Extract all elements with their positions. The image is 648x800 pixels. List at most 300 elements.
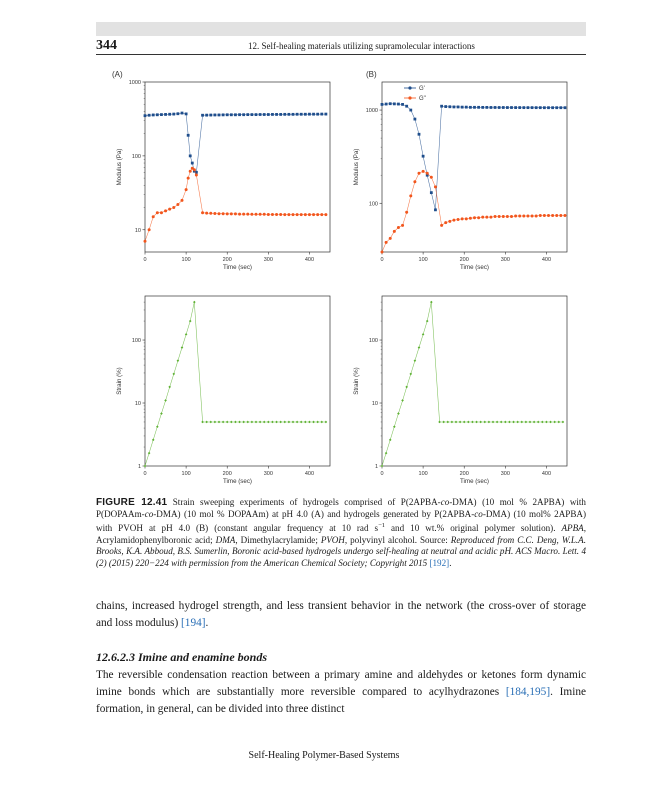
b-modulus-gprime-point [555, 106, 558, 109]
a-modulus-gdoubleprime-point [300, 213, 303, 216]
b-strain-xtick-label: 400 [541, 471, 552, 477]
b-modulus-gdoubleprime-point [405, 211, 408, 214]
b-modulus-gdoubleprime-point [409, 194, 412, 197]
b-modulus-xtick-label: 200 [459, 257, 469, 263]
a-modulus-gprime-point [189, 154, 192, 157]
b-strain-strain-point [525, 421, 528, 424]
paragraph-2-end: . Imine formation, in general, can be divided into three distinct [96, 686, 586, 715]
a-modulus-gprime-point [324, 113, 327, 116]
b-modulus-gprime-point [422, 155, 425, 158]
b-modulus-gdoubleprime-point [522, 215, 525, 218]
b-modulus-xtick-label: 300 [500, 257, 510, 263]
a-modulus-gdoubleprime-point [226, 212, 229, 215]
a-strain-strain-point [214, 421, 217, 424]
b-strain-strain-point [422, 333, 425, 336]
b-modulus-gprime-point [547, 106, 550, 109]
a-modulus-gprime-point [255, 113, 258, 116]
a-modulus-gprime-point [316, 113, 319, 116]
b-modulus-xlabel: Time (sec) [460, 264, 489, 271]
legend [404, 86, 426, 102]
caption-label: FIGURE 12.41 [96, 497, 168, 508]
a-modulus-gdoubleprime-point [148, 228, 151, 231]
b-strain-strain-point [463, 421, 466, 424]
b-modulus-gdoubleprime-point [381, 251, 384, 254]
a-strain-ylabel: Strain (%) [116, 367, 123, 395]
a-modulus-gprime-point [242, 113, 245, 116]
a-modulus-gdoubleprime-point [230, 212, 233, 215]
a-strain-strain-point [304, 421, 307, 424]
b-modulus-gdoubleprime-point [502, 215, 505, 218]
b-modulus-gprime-point [510, 106, 513, 109]
a-modulus-gprime-point [283, 113, 286, 116]
b-modulus-ytick-label: 100 [368, 201, 378, 208]
b-strain-xlabel: Time (sec) [460, 478, 489, 485]
legend-gdoubleprime-marker [408, 96, 411, 99]
b-modulus-gprime-point [539, 106, 542, 109]
a-strain-strain-point [160, 412, 163, 415]
a-strain-strain-point [283, 421, 286, 424]
b-strain-strain-point [459, 421, 462, 424]
a-modulus-gdoubleprime-point [189, 170, 192, 173]
a-modulus-gprime-point [279, 113, 282, 116]
b-modulus-gprime-point [457, 106, 460, 109]
caption-text-5: and 10 wt.% original polymer solution). [385, 523, 562, 534]
a-modulus-gdoubleprime-point [168, 208, 171, 211]
a-modulus-gdoubleprime-point [250, 213, 253, 216]
b-modulus-gdoubleprime-point [555, 214, 558, 217]
b-modulus-gprime-point [498, 106, 501, 109]
caption-text-1: Strain sweeping experiments of hydrogels comprised of P(2APBA- [172, 497, 441, 507]
a-strain-strain-point [222, 421, 225, 424]
b-modulus-gprime-point [473, 106, 476, 109]
b-strain-strain-point [488, 421, 491, 424]
a-modulus-gdoubleprime-point [271, 213, 274, 216]
page-number: 344 [96, 38, 117, 53]
b-strain-strain-point [508, 421, 511, 424]
a-modulus-gdoubleprime-point [213, 212, 216, 215]
b-modulus-gdoubleprime-point [397, 226, 400, 229]
a-modulus-gprime-point [267, 113, 270, 116]
a-modulus-gdoubleprime-point [324, 213, 327, 216]
b-modulus-gprime-point [409, 109, 412, 112]
a-strain-strain-point [325, 421, 328, 424]
a-strain-xtick-label: 400 [304, 471, 315, 477]
a-strain-strain-point [275, 421, 278, 424]
a-strain-xlabel: Time (sec) [223, 478, 252, 485]
a-modulus-gprime-point [187, 134, 190, 137]
b-modulus-gdoubleprime-point [465, 217, 468, 220]
b-modulus-gprime-point [469, 106, 472, 109]
b-strain-strain-point [537, 421, 540, 424]
caption-abbr-apba: APBA [561, 523, 584, 534]
b-modulus-gprime-point [444, 105, 447, 108]
legend-gdoubleprime-label: G" [419, 96, 426, 102]
a-strain-strain-point [263, 421, 266, 424]
b-strain-xtick-label: 100 [418, 471, 428, 477]
a-modulus-xlabel: Time (sec) [223, 264, 252, 271]
b-modulus-gdoubleprime-point [498, 215, 501, 218]
b-strain-strain-point [409, 373, 412, 376]
footer-book-title: Self-Healing Polymer-Based Systems [248, 750, 400, 761]
b-modulus-gdoubleprime-point [559, 214, 562, 217]
b-strain-strain-point [553, 421, 556, 424]
a-modulus-gprime-point [222, 113, 225, 116]
b-strain-xtick-label: 200 [459, 471, 469, 477]
legend-gprime-marker [408, 86, 411, 89]
b-modulus-gdoubleprime-point [413, 180, 416, 183]
a-modulus-gdoubleprime-point [246, 213, 249, 216]
a-strain-strain-point [230, 421, 233, 424]
b-modulus-gprime-point [490, 106, 493, 109]
a-strain-xtick-label: 300 [263, 471, 273, 477]
a-strain-strain-point [189, 320, 192, 323]
a-modulus-gprime-point [148, 114, 151, 117]
b-strain-strain-point [545, 421, 548, 424]
a-strain-strain-point [148, 452, 151, 455]
a-strain-plot-frame [145, 296, 330, 466]
a-modulus-gprime-point [172, 113, 175, 116]
a-modulus-gdoubleprime-point [195, 174, 198, 177]
a-modulus-gprime-line [145, 113, 326, 172]
a-modulus-gdoubleprime-point [308, 213, 311, 216]
b-strain-strain-point [385, 452, 388, 455]
a-modulus-gprime-point [275, 113, 278, 116]
b-strain-strain-point [541, 421, 544, 424]
b-modulus-gprime-point [385, 103, 388, 106]
b-strain-strain-point [471, 421, 474, 424]
a-strain-strain-line [145, 302, 326, 466]
a-modulus-gprime-point [234, 113, 237, 116]
b-strain-strain-point [512, 421, 515, 424]
caption-abbr-pvoh: PVOH [320, 534, 345, 545]
a-modulus-gprime-point [312, 113, 315, 116]
a-strain-strain-point [255, 421, 258, 424]
b-strain-strain-point [557, 421, 560, 424]
a-modulus-gdoubleprime-point [187, 177, 190, 180]
a-modulus-gprime-point [156, 113, 159, 116]
a-strain-strain-point [181, 346, 184, 349]
a-strain-strain-point [267, 421, 270, 424]
a-modulus-ytick-label: 100 [131, 153, 141, 160]
b-modulus-gdoubleprime-point [430, 176, 433, 179]
a-strain-strain-point [234, 421, 237, 424]
b-strain-strain-point [520, 421, 523, 424]
a-strain-strain-point [144, 465, 147, 468]
paragraph-1 [96, 598, 586, 632]
a-modulus-xtick-label: 300 [263, 257, 273, 263]
b-strain-strain-point [418, 346, 421, 349]
b-strain-strain-point [438, 421, 441, 424]
a-strain-xtick-label: 0 [143, 471, 147, 477]
b-modulus-gprime-point [551, 106, 554, 109]
b-modulus-gprime-point [393, 102, 396, 105]
a-modulus-gdoubleprime-line [145, 168, 326, 241]
a-modulus-gdoubleprime-point [255, 213, 258, 216]
caption-text-6: , Acrylamidophenylboronic acid; [96, 523, 587, 545]
b-strain-strain-point [529, 421, 532, 424]
b-modulus-gprime-point [440, 105, 443, 108]
b-modulus-gprime-line [382, 104, 565, 210]
b-modulus-gprime-point [477, 106, 480, 109]
a-strain-ytick-label: 100 [131, 338, 141, 345]
b-modulus-gdoubleprime-point [547, 214, 550, 217]
b-strain-strain-point [500, 421, 503, 424]
a-modulus-gprime-point [300, 113, 303, 116]
b-strain-strain-point [533, 421, 536, 424]
a-modulus-gdoubleprime-point [234, 212, 237, 215]
a-modulus-gprime-point [213, 114, 216, 117]
a-modulus-gprime-point [238, 113, 241, 116]
a-modulus-gdoubleprime-point [316, 213, 319, 216]
a-modulus-gdoubleprime-point [267, 213, 270, 216]
running-title: 12. Self-healing materials utilizing supramolecular interactions [248, 41, 475, 51]
a-modulus-gdoubleprime-point [283, 213, 286, 216]
b-strain-strain-point [405, 386, 408, 389]
caption-text-8: , polyvinyl alcohol. Source: [344, 534, 451, 545]
b-modulus-gdoubleprime-point [426, 172, 429, 175]
a-modulus-gdoubleprime-point [152, 215, 155, 218]
b-strain-strain-point [401, 399, 404, 402]
b-modulus-gdoubleprime-point [477, 216, 480, 219]
b-modulus-gdoubleprime-point [489, 216, 492, 219]
b-strain-strain-point [455, 421, 458, 424]
b-modulus-gdoubleprime-point [481, 216, 484, 219]
b-strain-strain-point [504, 421, 507, 424]
a-strain-strain-point [312, 421, 315, 424]
b-modulus-gprime-point [465, 106, 468, 109]
a-modulus-gprime-point [250, 113, 253, 116]
a-modulus-gprime-point [271, 113, 274, 116]
a-strain-strain-point [193, 301, 196, 304]
b-modulus-gprime-point [405, 105, 408, 108]
a-modulus-gdoubleprime-point [193, 168, 196, 171]
b-strain-strain-point [414, 359, 417, 362]
b-strain-strain-point [516, 421, 519, 424]
b-strain-ytick-label: 10 [371, 401, 378, 408]
a-modulus-gprime-point [218, 114, 221, 117]
a-modulus-gprime-point [144, 114, 147, 117]
b-modulus-gdoubleprime-point [551, 214, 554, 217]
a-strain-strain-point [172, 373, 175, 376]
b-strain-strain-point [426, 320, 429, 323]
b-modulus-gdoubleprime-point [434, 185, 437, 188]
a-modulus-gprime-point [191, 162, 194, 165]
a-modulus-gdoubleprime-point [156, 211, 159, 214]
a-strain-strain-point [242, 421, 245, 424]
b-modulus-gprime-point [397, 103, 400, 106]
a-modulus-gdoubleprime-point [259, 213, 262, 216]
b-strain-strain-point [442, 421, 445, 424]
a-strain-strain-point [259, 421, 262, 424]
a-modulus-gdoubleprime-point [144, 240, 147, 243]
a-strain-strain-point [288, 421, 291, 424]
b-modulus-gdoubleprime-point [469, 217, 472, 220]
b-modulus-gdoubleprime-point [461, 217, 464, 220]
caption-co-3: co [474, 508, 483, 519]
a-strain-strain-point [246, 421, 249, 424]
a-strain-strain-point [316, 421, 319, 424]
a-modulus-gdoubleprime-point [205, 212, 208, 215]
b-modulus-ylabel: Modulus (Pa) [353, 148, 360, 186]
a-modulus-gprime-point [308, 113, 311, 116]
a-strain-strain-point [271, 421, 274, 424]
b-modulus-gprime-point [494, 106, 497, 109]
a-strain-strain-point [292, 421, 295, 424]
b-modulus-gprime-point [381, 103, 384, 106]
caption-text-7: , Dimethylacrylamide; [235, 534, 321, 545]
a-modulus-gdoubleprime-point [320, 213, 323, 216]
b-modulus-gprime-point [418, 133, 421, 136]
caption-text-2: -DMA) (10 mol % 2APBA) with P(DOPAAm- [96, 497, 586, 519]
b-modulus-gprime-point [535, 106, 538, 109]
caption-co-2: co [144, 508, 154, 519]
a-modulus-gprime-point [226, 113, 229, 116]
b-modulus-gdoubleprime-point [526, 215, 529, 218]
a-modulus-gdoubleprime-point [296, 213, 299, 216]
b-modulus-gdoubleprime-point [494, 215, 497, 218]
b-modulus-gdoubleprime-point [514, 215, 517, 218]
a-modulus-gprime-point [185, 113, 188, 116]
caption-text-4: -DMA) (10 mol% 2APBA) with PVOH at pH 4.0 (B) (constant angular frequency at 10 rad s [96, 508, 586, 534]
a-modulus-xtick-label: 100 [181, 257, 191, 263]
b-modulus-gdoubleprime-point [385, 241, 388, 244]
b-strain-strain-point [393, 425, 396, 428]
b-modulus-gprime-point [564, 106, 567, 109]
b-modulus-gprime-point [543, 106, 546, 109]
b-modulus-gdoubleprime-point [535, 215, 538, 218]
b-strain-xtick-label: 300 [500, 471, 510, 477]
paragraph-1-text: chains, increased hydrogel strength, and less transient behavior in the network (the cross-over of storage and loss modulus) [96, 600, 586, 629]
b-modulus-gprime-point [461, 106, 464, 109]
b-modulus-gdoubleprime-point [510, 215, 513, 218]
b-modulus-gprime-point [506, 106, 509, 109]
a-strain-strain-point [209, 421, 212, 424]
b-modulus-gdoubleprime-point [422, 170, 425, 173]
paragraph-1-end: . [205, 617, 209, 629]
a-strain-strain-point [251, 421, 254, 424]
b-modulus-gdoubleprime-point [485, 216, 488, 219]
b-modulus-gdoubleprime-point [473, 216, 476, 219]
b-modulus-gprime-point [413, 118, 416, 121]
a-strain-strain-point [279, 421, 282, 424]
a-modulus-gdoubleprime-point [201, 211, 204, 214]
a-modulus-gprime-point [209, 114, 212, 117]
a-modulus-ytick-label: 1000 [128, 80, 141, 86]
b-modulus-gprime-point [527, 106, 530, 109]
b-modulus-gdoubleprime-point [440, 224, 443, 227]
paragraph-2-text: The reversible condensation reaction between a primary amine and aldehydes or ketones form dynamic imine bonds which are substantially more reversible compared to acylhydrazones [96, 669, 586, 698]
b-strain-strain-point [483, 421, 486, 424]
a-strain-strain-point [156, 425, 159, 428]
a-modulus-gdoubleprime-point [218, 212, 221, 215]
panel-label-b: (B) [366, 70, 377, 79]
a-modulus-gprime-point [304, 113, 307, 116]
b-modulus-xtick-label: 0 [380, 257, 384, 263]
a-modulus-gprime-point [205, 114, 208, 117]
a-strain-strain-point [218, 421, 221, 424]
a-modulus-gdoubleprime-point [292, 213, 295, 216]
b-modulus-gprime-point [514, 106, 517, 109]
a-modulus-gprime-point [263, 113, 266, 116]
b-modulus-gdoubleprime-point [457, 218, 460, 221]
b-strain-strain-point [496, 421, 499, 424]
b-modulus-gprime-point [453, 106, 456, 109]
b-strain-strain-point [397, 412, 400, 415]
a-modulus-gdoubleprime-point [172, 206, 175, 209]
a-modulus-gdoubleprime-point [209, 212, 212, 215]
b-modulus-gdoubleprime-point [444, 221, 447, 224]
a-strain-strain-point [226, 421, 229, 424]
a-modulus-gdoubleprime-point [275, 213, 278, 216]
a-modulus-xtick-label: 200 [222, 257, 232, 263]
a-strain-strain-point [152, 439, 155, 442]
a-strain-strain-point [205, 421, 208, 424]
b-modulus-gprime-point [559, 106, 562, 109]
b-modulus-gdoubleprime-line [382, 171, 565, 252]
a-modulus-gdoubleprime-point [242, 213, 245, 216]
b-strain-ylabel: Strain (%) [353, 367, 360, 395]
b-modulus-gprime-point [502, 106, 505, 109]
caption-co-1: co [440, 497, 450, 507]
b-strain-strain-point [451, 421, 454, 424]
a-strain-strain-point [201, 421, 204, 424]
b-strain-strain-point [430, 301, 433, 304]
b-modulus-gdoubleprime-point [418, 172, 421, 175]
paragraph-2 [96, 667, 586, 718]
caption-ref-link[interactable]: [192] [429, 558, 450, 568]
paragraph-2-ref-link[interactable]: [184,195] [505, 686, 551, 698]
b-modulus-gprime-point [531, 106, 534, 109]
b-modulus-gdoubleprime-point [543, 214, 546, 217]
a-modulus-gdoubleprime-point [263, 213, 266, 216]
paragraph-1-ref-link[interactable]: [194] [181, 617, 206, 629]
a-strain-strain-point [308, 421, 311, 424]
caption-abbr-dma: DMA [215, 534, 236, 545]
b-modulus-gprime-point [430, 191, 433, 194]
a-modulus-gdoubleprime-point [160, 211, 163, 214]
caption-source: Reproduced from C.C. Deng, W.L.A. Brooks, K.A. Abboud, B.S. Sumerlin, Boronic acid-based hydrogels undergo self-healing at neutral and acidic pH. ACS Macro. Lett. 4 (2) (2015) 220−224 with permission from the American Chemical Society; Copyright 2015 [96, 534, 586, 568]
a-modulus-gprime-point [230, 113, 233, 116]
caption-superscript: −1 [378, 522, 385, 530]
a-modulus-ytick-label: 10 [134, 227, 141, 234]
caption-text-3: -DMA) (10 mol % DOPAAm) at pH 4.0 (A) and hydrogels generated by P(2APBA- [153, 508, 475, 519]
b-modulus-gdoubleprime-point [452, 219, 455, 222]
a-modulus-gdoubleprime-point [304, 213, 307, 216]
b-strain-strain-point [562, 421, 565, 424]
a-modulus-xtick-label: 400 [304, 257, 315, 263]
panel-label-a: (A) [112, 70, 123, 79]
a-modulus-xtick-label: 0 [143, 257, 147, 263]
a-modulus-gprime-point [287, 113, 290, 116]
a-modulus-gdoubleprime-point [287, 213, 290, 216]
b-strain-strain-point [479, 421, 482, 424]
a-strain-xtick-label: 100 [181, 471, 191, 477]
a-strain-strain-point [185, 333, 188, 336]
b-modulus-gprime-point [485, 106, 488, 109]
b-modulus-gprime-point [522, 106, 525, 109]
b-modulus-xtick-label: 100 [418, 257, 428, 263]
a-modulus-gprime-point [296, 113, 299, 116]
a-modulus-gprime-point [176, 112, 179, 115]
a-modulus-ylabel: Modulus (Pa) [116, 148, 123, 186]
figure-caption [96, 497, 586, 570]
b-strain-plot-frame [382, 296, 567, 466]
b-modulus-gdoubleprime-point [531, 215, 534, 218]
section-heading: 12.6.2.3 Imine and enamine bonds [96, 650, 268, 664]
b-modulus-gdoubleprime-point [518, 215, 521, 218]
a-modulus-gdoubleprime-point [222, 212, 225, 215]
b-strain-xtick-label: 0 [380, 471, 384, 477]
